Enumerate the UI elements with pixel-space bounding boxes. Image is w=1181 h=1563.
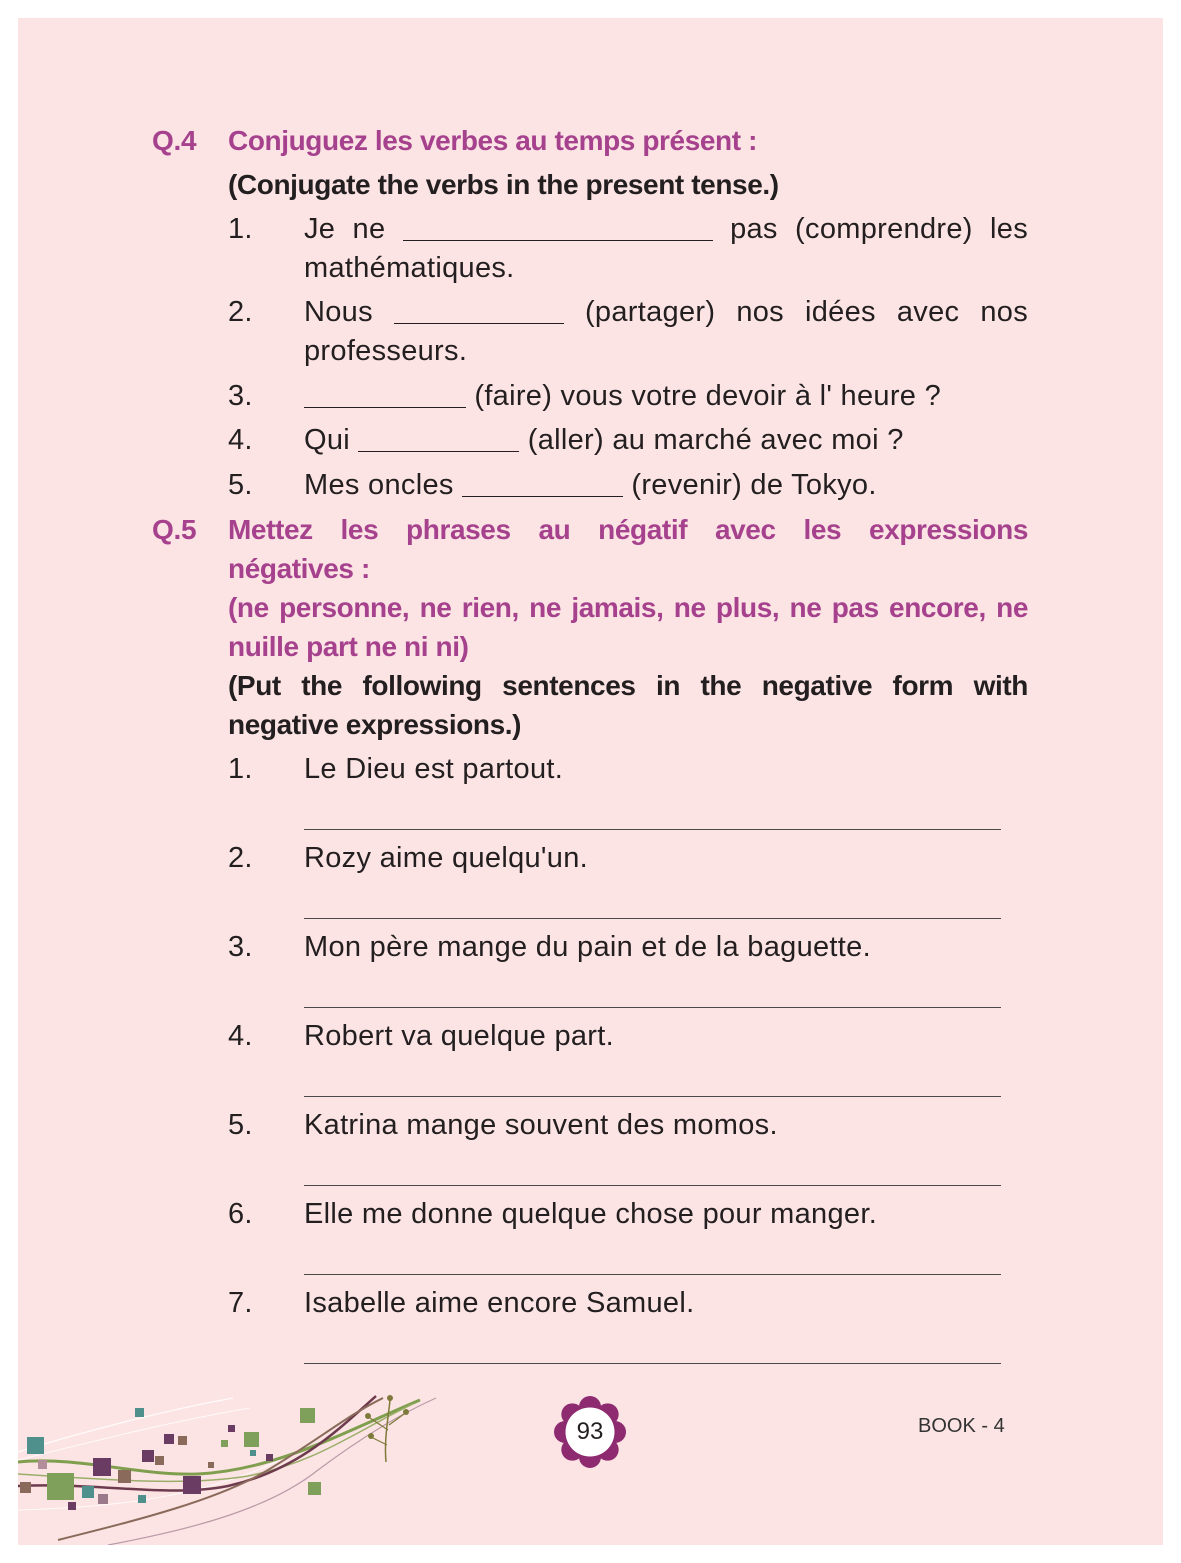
decor-square bbox=[164, 1434, 174, 1444]
negation-item-row bbox=[228, 1106, 1028, 1145]
item-number: 1. bbox=[228, 752, 253, 785]
item-number: 1. bbox=[228, 212, 253, 245]
question-5-instruction-line-1: (Put the following sentences in the negative form with bbox=[228, 670, 1028, 701]
conjugation-item-3 bbox=[228, 377, 1028, 416]
item-sentence: Le Dieu est partout. bbox=[304, 752, 564, 785]
item-number: 5. bbox=[228, 468, 253, 501]
decor-square bbox=[135, 1408, 144, 1417]
item-sentence: Rozy aime quelqu'un. bbox=[304, 841, 588, 874]
workbook-page bbox=[18, 18, 1163, 1545]
item-number: 4. bbox=[228, 1019, 253, 1052]
decor-square bbox=[266, 1454, 273, 1461]
question-5-label: Q.5 bbox=[152, 514, 197, 545]
question-5-title-line-2: négatives : bbox=[228, 553, 370, 584]
negation-item-4 bbox=[228, 1017, 1028, 1097]
question-5 bbox=[152, 510, 1028, 1364]
decor-square bbox=[118, 1470, 131, 1483]
conjugation-item-4 bbox=[228, 421, 1028, 460]
negation-item-6 bbox=[228, 1195, 1028, 1275]
negation-item-2 bbox=[228, 839, 1028, 919]
conjugation-item-1 bbox=[228, 210, 1028, 288]
decor-square bbox=[68, 1502, 76, 1510]
negation-item-row bbox=[228, 1195, 1028, 1234]
item-number: 5. bbox=[228, 1108, 253, 1141]
question-4-body bbox=[228, 121, 1028, 505]
answer-blank bbox=[462, 477, 623, 497]
answer-line bbox=[304, 878, 1001, 919]
item-sentence: Isabelle aime encore Samuel. bbox=[304, 1286, 695, 1319]
item-sentence bbox=[304, 293, 1028, 371]
item-sentence: Katrina mange souvent des momos. bbox=[304, 1108, 778, 1141]
item-number: 4. bbox=[228, 424, 253, 456]
item-number: 3. bbox=[228, 930, 253, 963]
negation-item-row bbox=[228, 1284, 1028, 1323]
question-4-label: Q.4 bbox=[152, 124, 197, 156]
item-sentence: Elle me donne quelque chose pour manger. bbox=[304, 1197, 878, 1230]
decor-square bbox=[221, 1440, 228, 1447]
answer-line bbox=[304, 1234, 1001, 1275]
item-sentence bbox=[304, 210, 1028, 288]
decor-square bbox=[308, 1482, 321, 1495]
answer-line bbox=[304, 1145, 1001, 1186]
negation-item-row bbox=[228, 928, 1028, 967]
decor-square bbox=[138, 1495, 146, 1503]
item-sentence: Robert va quelque part. bbox=[304, 1019, 614, 1052]
negation-item-row bbox=[228, 750, 1028, 789]
negation-item-3 bbox=[228, 928, 1028, 1008]
sprig-branch bbox=[373, 1438, 387, 1445]
decor-square bbox=[20, 1482, 31, 1493]
decor-square bbox=[142, 1450, 154, 1462]
negation-item-row bbox=[228, 839, 1028, 878]
question-4-title: Conjuguez les verbes au temps présent : bbox=[228, 124, 757, 156]
decor-square bbox=[47, 1473, 74, 1500]
sentence-end: (partager) nos idées avec nos professeurs. bbox=[304, 296, 1029, 367]
item-number: 3. bbox=[228, 379, 253, 412]
negative-expressions-line-2: nuille part ne ni ni) bbox=[228, 631, 469, 662]
sprig-bud bbox=[403, 1409, 409, 1415]
sentence-start: Mes oncles bbox=[304, 468, 454, 501]
sentence-start: Nous bbox=[304, 296, 373, 328]
decor-square bbox=[27, 1437, 44, 1454]
sprig-stem bbox=[385, 1400, 390, 1462]
decor-square bbox=[98, 1494, 108, 1504]
answer-blank bbox=[403, 221, 713, 241]
sentence-start: Qui bbox=[304, 424, 351, 456]
answer-line bbox=[304, 967, 1001, 1008]
item-sentence bbox=[304, 377, 1028, 416]
negation-item-row bbox=[228, 1017, 1028, 1056]
negation-item-7 bbox=[228, 1284, 1028, 1364]
negation-item-1 bbox=[228, 750, 1028, 830]
decor-square bbox=[250, 1450, 256, 1456]
sprig-bud bbox=[387, 1395, 393, 1401]
decor-square bbox=[228, 1425, 235, 1432]
answer-line bbox=[304, 789, 1001, 830]
decor-square bbox=[155, 1456, 164, 1465]
decor-square bbox=[93, 1458, 111, 1476]
sentence-end: (aller) au marché avec moi ? bbox=[527, 424, 904, 456]
answer-line bbox=[304, 1323, 1001, 1364]
question-5-instruction-line-2: negative expressions.) bbox=[228, 709, 522, 740]
item-sentence: Mon père mange du pain et de la baguette. bbox=[304, 930, 871, 963]
item-sentence bbox=[304, 421, 1028, 460]
decor-square bbox=[183, 1476, 201, 1494]
sprig-bud bbox=[368, 1433, 374, 1439]
question-5-title-line-1: Mettez les phrases au négatif avec les expressions bbox=[228, 514, 1028, 545]
question-4-instruction: (Conjugate the verbs in the present tense.) bbox=[228, 169, 779, 200]
decor-square bbox=[178, 1436, 187, 1445]
sprig-bud bbox=[365, 1413, 371, 1419]
swoosh-line bbox=[18, 1398, 233, 1452]
conjugation-item-5 bbox=[228, 466, 1028, 505]
negation-item-5 bbox=[228, 1106, 1028, 1186]
page-number-badge bbox=[554, 1396, 626, 1468]
item-number: 2. bbox=[228, 841, 253, 874]
question-5-body bbox=[228, 510, 1028, 1364]
page-number: 93 bbox=[576, 1418, 604, 1445]
decor-square bbox=[208, 1462, 214, 1468]
decor-square bbox=[82, 1486, 94, 1498]
decorative-swoosh bbox=[18, 1390, 438, 1545]
answer-blank bbox=[394, 304, 564, 324]
item-sentence bbox=[304, 466, 1028, 505]
answer-line bbox=[304, 1056, 1001, 1097]
book-label: BOOK - 4 bbox=[918, 1415, 1005, 1437]
decor-square bbox=[300, 1408, 315, 1423]
decor-square bbox=[244, 1432, 259, 1447]
sentence-end: (faire) vous votre devoir à l' heure ? bbox=[474, 379, 942, 412]
sentence-start: Je ne bbox=[304, 212, 386, 245]
sentence-end: (revenir) de Tokyo. bbox=[631, 468, 877, 501]
swoosh-line bbox=[18, 1408, 250, 1460]
exercise-content bbox=[152, 121, 1028, 1364]
item-number: 6. bbox=[228, 1197, 253, 1230]
answer-blank bbox=[304, 388, 466, 408]
sentence-end: pas (comprendre) les mathématiques. bbox=[304, 212, 1029, 284]
decor-square bbox=[38, 1460, 47, 1469]
item-number: 2. bbox=[228, 296, 253, 328]
conjugation-item-2 bbox=[228, 293, 1028, 371]
negative-expressions-line-1: (ne personne, ne rien, ne jamais, ne plus, ne pas encore, ne bbox=[228, 592, 1028, 623]
answer-blank bbox=[358, 432, 519, 452]
item-number: 7. bbox=[228, 1286, 253, 1319]
question-4 bbox=[152, 121, 1028, 505]
